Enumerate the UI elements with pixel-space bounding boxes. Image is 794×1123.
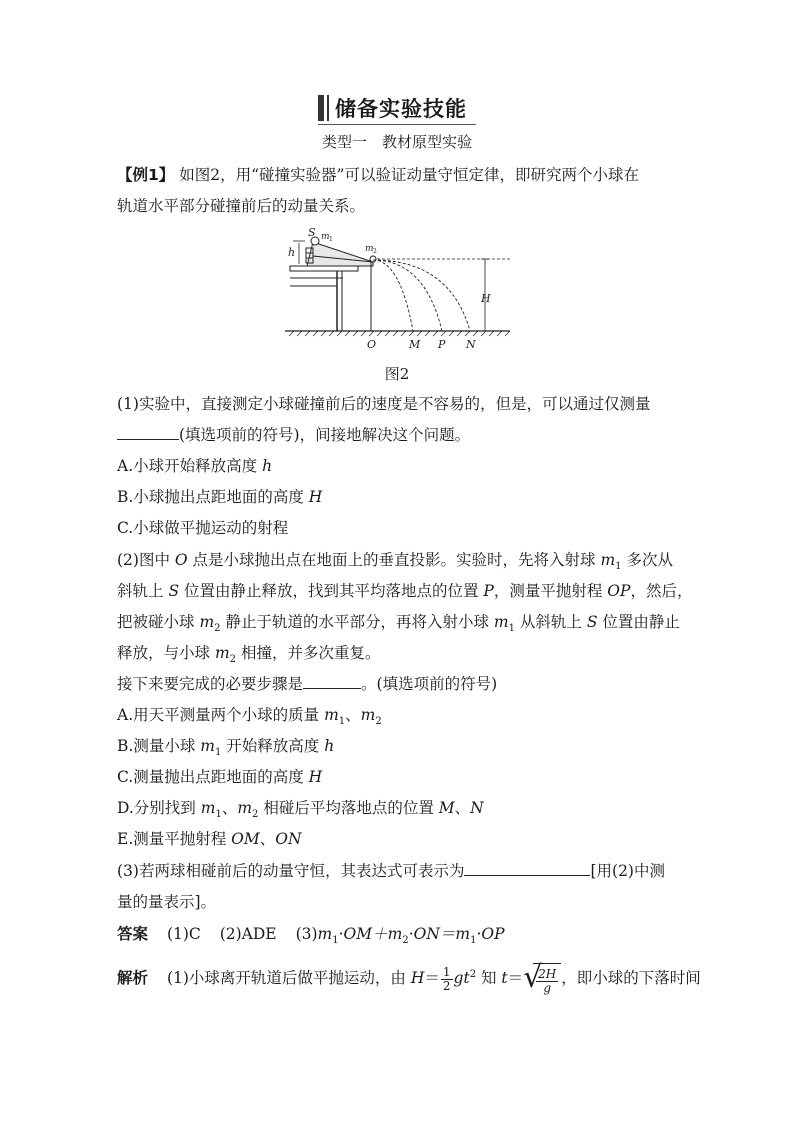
q2-oC: C.测量抛出点距地面的高度 (117, 768, 309, 786)
q2-oE: E.测量平抛射程 (117, 830, 232, 848)
q2-oA-sub2: 2 (375, 716, 382, 728)
q2-option-a (117, 705, 382, 732)
q2-oB-b: 开始释放高度 (221, 737, 325, 755)
example-text-2: 轨道水平部分碰撞前后的动量关系。 (117, 197, 366, 215)
q1-text-2: (填选项前的符号)，间接地解决这个问题。 (179, 426, 471, 444)
heading-bar-icon (318, 95, 324, 121)
q2-oD-M: M (438, 799, 455, 817)
q2-l2-P: P (483, 582, 494, 600)
q2-l3-a: 把被碰小球 (117, 613, 200, 631)
q2-l4-m: m (214, 644, 230, 662)
label-O: O (367, 338, 377, 351)
label-m2: m (365, 244, 374, 254)
q2-l3-sub1: 1 (508, 623, 515, 635)
q3-text-2: 量的量表示]。 (117, 893, 217, 911)
answer-3-expr3: ·OP (476, 925, 505, 943)
q2-l1-sub: 1 (615, 561, 622, 573)
heading-bar-thin-icon (327, 95, 329, 121)
analysis-eq-gt: gt (453, 969, 470, 988)
sqrt-den: g (543, 980, 552, 995)
answer-3-expr1: ·OM＋ (338, 925, 388, 943)
answer-3-m1b: m (455, 925, 471, 943)
answer-3-m2: m (387, 925, 403, 943)
label-P: P (438, 338, 446, 351)
section-heading (318, 93, 467, 123)
q2-answer-blank[interactable] (303, 674, 361, 689)
q2-oD-m1: m (200, 799, 216, 817)
q2-line-2 (117, 581, 692, 601)
collision-apparatus-figure (285, 226, 515, 361)
q2-l2-S: S (168, 582, 180, 600)
q2-line-1 (117, 550, 673, 577)
q2-option-c (117, 767, 322, 787)
q1-option-c (117, 518, 288, 538)
answer-line (117, 924, 505, 951)
q2-oD-sep2: 、 (454, 799, 471, 817)
q2-l2-b: 位置由静止释放，找到其平均落地点的位置 (179, 582, 484, 600)
frac-den: 2 (442, 978, 451, 993)
analysis-eq-eq2: ＝ (507, 969, 524, 988)
q2-l3-c: 从斜轨上 (514, 613, 587, 631)
q2-oB-sub1: 1 (214, 747, 222, 759)
q2-l3-sub: 2 (214, 623, 221, 635)
q3-line-1 (117, 861, 665, 881)
q2-oC-H: H (308, 768, 323, 786)
example-line-2 (117, 196, 365, 216)
q2-l2-d: ，然后， (630, 582, 693, 600)
q3-line-2 (117, 892, 216, 912)
q2-option-e (117, 829, 302, 849)
q2-oD-sub1: 1 (215, 809, 222, 821)
q2-oD-b: 相碰后平均落地点的位置 (258, 799, 439, 817)
figure-caption: 图2 (384, 365, 410, 383)
q2-l3-d: 位置由静止 (597, 613, 680, 631)
q1-option-a-text: A.小球开始释放高度 (117, 457, 263, 475)
q1-line-2 (117, 425, 470, 445)
q2-oD-N: N (470, 799, 484, 817)
analysis-eq-eq: ＝ (424, 969, 440, 988)
q2-line-3 (117, 612, 680, 639)
q3-answer-blank[interactable] (464, 861, 590, 876)
q2-oD: D.分别找到 (117, 799, 201, 817)
example-line-1 (117, 165, 639, 185)
answer-3-pre: (3) (295, 925, 318, 943)
q1-answer-blank[interactable] (117, 425, 179, 440)
q2-l5-b: 。(填选项前的符号) (361, 675, 498, 693)
label-N: N (466, 338, 476, 351)
answer-3-m1: m (317, 925, 333, 943)
q2-l1-O: O (174, 551, 188, 569)
q2-line-4 (117, 643, 380, 670)
half-fraction (441, 966, 453, 993)
q2-l3-m: m (199, 613, 215, 631)
answer-1: (1)C (166, 925, 201, 943)
q2-l4-b: 相撞，并多次重复。 (236, 644, 381, 662)
q2-l2-OP: OP (607, 582, 631, 600)
label-m2-sub: 2 (373, 248, 377, 255)
q2-oA-m2: m (360, 706, 376, 724)
answer-3-sub1b: 1 (470, 935, 477, 947)
q1-option-c-text: C.小球做平抛运动的射程 (117, 519, 289, 537)
answer-3-expr2: ·ON＝ (408, 925, 456, 943)
label-m1: m (321, 232, 330, 242)
label-h: h (288, 246, 296, 259)
q1-option-b (117, 487, 322, 507)
q2-l1-m: m (600, 551, 616, 569)
q2-l3-b: 静止于轨道的水平部分，再将入射小球 (220, 613, 494, 631)
analysis-text-b: 知 (476, 969, 502, 988)
section-title: 储备实验技能 (335, 97, 467, 121)
q1-option-b-text: B.小球抛出点距地面的高度 (117, 488, 309, 506)
analysis-text-a: (1)小球离开轨道后做平抛运动，由 (166, 969, 411, 988)
label-H: H (481, 292, 491, 305)
q1-option-a (117, 456, 272, 476)
answer-label: 答案 (117, 925, 149, 943)
analysis-text-c: ，即小球的下落时间 (561, 969, 701, 988)
q2-oA: A.用天平测量两个小球的质量 (117, 706, 325, 724)
heading-underline (318, 124, 476, 125)
q2-l4-sub: 2 (229, 654, 237, 666)
example-label: 【例1】 (117, 166, 175, 184)
sqrt-expression (523, 960, 561, 996)
q2-oB: B.测量小球 (117, 737, 201, 755)
answer-2: (2)ADE (219, 925, 277, 943)
q2-l3-m1: m (493, 613, 509, 631)
q1-option-a-var: h (262, 457, 273, 475)
q2-oB-h: h (324, 737, 335, 755)
q2-oB-m1: m (200, 737, 215, 755)
label-m1-sub: 1 (329, 236, 333, 243)
analysis-label: 解析 (117, 969, 149, 988)
q2-oD-m2: m (237, 799, 253, 817)
q1-line-1 (117, 394, 650, 414)
q2-l1-a: (2)图中 (117, 551, 175, 569)
q2-line-5 (117, 674, 497, 694)
q2-oE-OM: OM (231, 830, 260, 848)
q3-text-a: (3)若两球相碰前后的动量守恒，其表达式可表示为 (117, 862, 465, 880)
q2-option-b (117, 736, 334, 763)
q2-oD-sep: 、 (221, 799, 238, 817)
label-M: M (409, 338, 421, 351)
q2-oA-m1: m (324, 706, 339, 724)
q2-l2-c: ，测量平抛射程 (493, 582, 608, 600)
q1-option-b-var: H (308, 488, 323, 506)
q2-l1-c: 多次从 (621, 551, 673, 569)
answer-3-sub2: 2 (402, 935, 409, 947)
q3-text-b: [用(2)中测 (590, 862, 665, 880)
subtitle: 类型一 教材原型实验 (321, 133, 472, 151)
q1-text-1: (1)实验中，直接测定小球碰撞前后的速度是不容易的，但是，可以通过仅测量 (117, 395, 651, 413)
q2-option-d (117, 798, 484, 825)
example-text-1: 如图2，用“碰撞实验器”可以验证动量守恒定律，即研究两个小球在 (179, 166, 639, 184)
q2-oE-ON: ON (275, 830, 302, 848)
q2-l3-S: S (586, 613, 598, 631)
q2-l4-a: 释放，与小球 (117, 644, 215, 662)
q2-l5-a: 接下来要完成的必要步骤是 (117, 675, 304, 693)
q2-oA-sub1: 1 (338, 716, 346, 728)
answer-3-sub1: 1 (332, 935, 339, 947)
q2-oA-sep: 、 (345, 706, 361, 724)
analysis-eq-t: t (501, 969, 508, 988)
q2-oD-sub2: 2 (252, 809, 259, 821)
frac-num: 1 (442, 964, 451, 979)
q2-oE-sep: 、 (259, 830, 276, 848)
q2-l2-a: 斜轨上 (117, 582, 169, 600)
analysis-eq-sup: 2 (469, 969, 477, 980)
analysis-line (117, 960, 701, 995)
analysis-eq-H: H (410, 969, 425, 988)
sqrt-num: 2H (538, 966, 557, 981)
q2-l1-b: 点是小球抛出点在地面上的垂直投影。实验时，先将入射球 (187, 551, 601, 569)
radical-sign-icon: √ (523, 960, 543, 996)
label-S: S (308, 226, 316, 239)
